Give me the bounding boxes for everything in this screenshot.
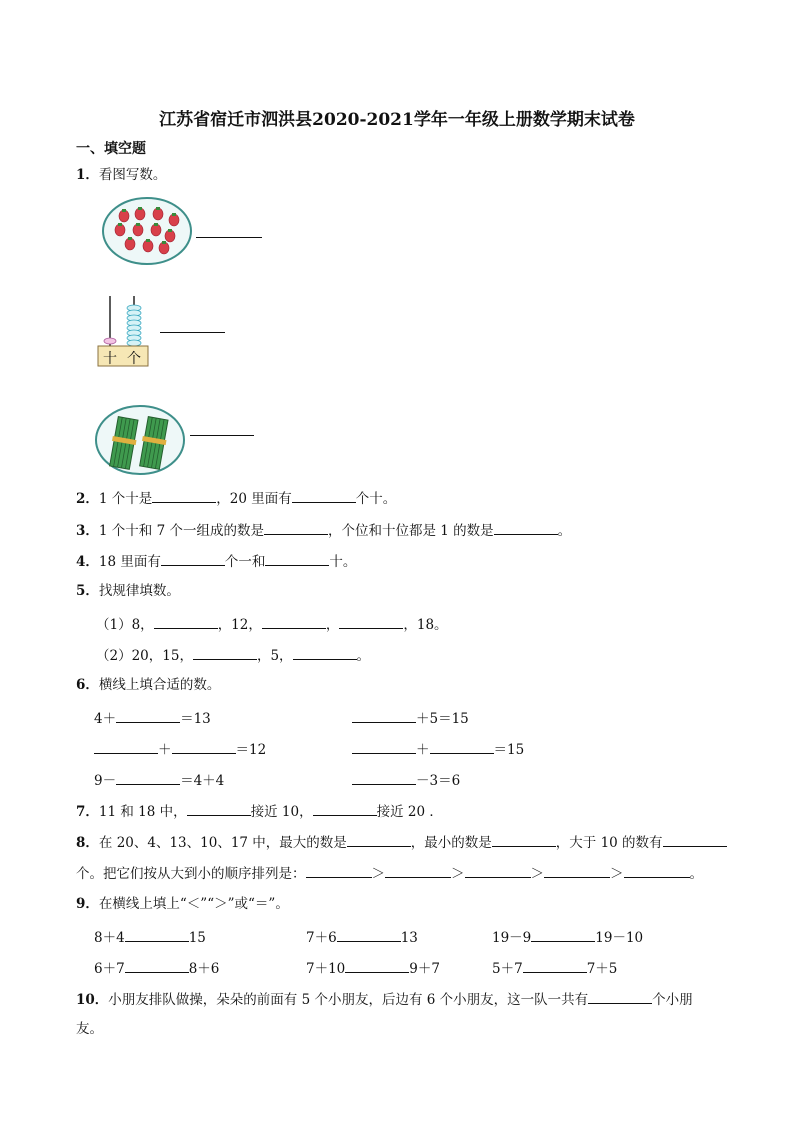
question-9 xyxy=(76,895,289,913)
expression: 8＋6 xyxy=(188,961,220,977)
answer-blank[interactable] xyxy=(352,708,416,723)
compare-item xyxy=(492,927,643,947)
answer-blank[interactable] xyxy=(663,832,727,847)
question-text: 看图写数。 xyxy=(98,167,167,183)
answer-blank[interactable] xyxy=(430,739,494,754)
equation-text: ＋ xyxy=(158,742,172,758)
expression: 7＋10 xyxy=(306,961,346,977)
question-number: 4． xyxy=(76,554,99,570)
question-text: 十。 xyxy=(329,554,357,570)
answer-blank[interactable] xyxy=(125,958,189,973)
question-number: 2． xyxy=(76,491,99,507)
question-text: ，大于 10 的数有 xyxy=(555,835,663,851)
expression: 9＋7 xyxy=(409,961,440,977)
expression: 15 xyxy=(188,930,206,946)
answer-blank[interactable] xyxy=(187,801,251,816)
question-text: ，12， xyxy=(217,617,262,633)
answer-blank[interactable] xyxy=(347,832,411,847)
expression: 6＋7 xyxy=(94,961,125,977)
question-number: 10． xyxy=(76,992,109,1008)
greater-than-sign: ＞ xyxy=(610,866,624,882)
expression: 19－10 xyxy=(595,930,644,946)
answer-blank[interactable] xyxy=(339,614,403,629)
question-text: 。 xyxy=(689,866,703,882)
question-10-line-2: 友。 xyxy=(76,1021,103,1037)
equation-text: ＋ xyxy=(416,742,430,758)
question-10 xyxy=(76,989,693,1009)
question-text: ，20 里面有 xyxy=(216,491,292,507)
question-number: 8． xyxy=(76,835,99,851)
question-text: 小朋友排队做操，朵朵的前面有 5 个小朋友，后边有 6 个小朋友，这一队一共有 xyxy=(108,992,589,1008)
question-4 xyxy=(76,551,356,571)
answer-blank[interactable] xyxy=(265,551,329,566)
answer-blank[interactable] xyxy=(337,927,401,942)
answer-blank[interactable] xyxy=(345,958,409,973)
answer-blank[interactable] xyxy=(306,863,372,878)
answer-blank[interactable] xyxy=(352,739,416,754)
question-6 xyxy=(76,676,220,694)
equation-text: －3＝6 xyxy=(416,773,461,789)
expression: 19－9 xyxy=(492,930,532,946)
page-title: 江苏省宿迁市泗洪县2020-2021学年一年级上册数学期末试卷 xyxy=(159,110,635,130)
answer-blank[interactable] xyxy=(172,739,236,754)
compare-item xyxy=(306,927,418,947)
question-text: ，个位和十位都是 1 的数是 xyxy=(327,523,494,539)
compare-item xyxy=(94,958,219,978)
answer-blank[interactable] xyxy=(588,989,652,1004)
compare-item xyxy=(306,958,440,978)
question-text: 个小朋 xyxy=(652,992,693,1008)
equation-row-2-right xyxy=(352,739,524,759)
answer-blank[interactable] xyxy=(293,645,357,660)
question-text: 找规律填数。 xyxy=(98,583,180,599)
question-text: 接近 20 ． xyxy=(376,804,443,820)
equation-row-1-left xyxy=(94,708,211,728)
answer-blank[interactable] xyxy=(190,423,254,436)
answer-blank[interactable] xyxy=(544,863,610,878)
equation-row-1-right xyxy=(352,708,469,728)
expression: 8＋4 xyxy=(94,930,125,946)
greater-than-sign: ＞ xyxy=(530,866,544,882)
answer-blank[interactable] xyxy=(154,614,218,629)
answer-blank[interactable] xyxy=(313,801,377,816)
greater-than-sign: ＞ xyxy=(371,866,385,882)
answer-blank[interactable] xyxy=(352,770,416,785)
question-text: （2）20，15， xyxy=(96,648,193,664)
abacus-ones-label: 个 xyxy=(127,351,141,367)
compare-item xyxy=(492,958,617,978)
answer-blank[interactable] xyxy=(152,488,216,503)
compare-item xyxy=(94,927,206,947)
question-text: 18 里面有 xyxy=(98,554,161,570)
answer-blank[interactable] xyxy=(264,520,328,535)
question-number: 3． xyxy=(76,523,99,539)
answer-blank[interactable] xyxy=(160,320,225,333)
question-text: 个一和 xyxy=(224,554,266,570)
expression: 7＋6 xyxy=(306,930,337,946)
stick-bundles-image xyxy=(94,404,186,476)
question-text: 个。把它们按从大到小的顺序排列是： xyxy=(76,866,306,882)
question-7 xyxy=(76,801,443,821)
question-number: 5． xyxy=(76,583,99,599)
answer-blank[interactable] xyxy=(292,488,356,503)
expression: 7＋5 xyxy=(586,961,618,977)
equation-text: ＝13 xyxy=(180,711,211,727)
question-text: 1 个十是 xyxy=(98,491,153,507)
strawberry-plate-image xyxy=(102,196,194,266)
answer-blank[interactable] xyxy=(196,225,262,238)
question-5-part-1 xyxy=(96,614,448,634)
question-text: 在 20、4、13、10、17 中，最大的数是 xyxy=(98,835,347,851)
equation-text: 9－ xyxy=(94,773,117,789)
answer-blank[interactable] xyxy=(94,739,158,754)
question-text: 个十。 xyxy=(355,491,397,507)
question-text: 。 xyxy=(557,523,572,539)
question-1 xyxy=(76,166,166,184)
question-number: 6． xyxy=(76,677,99,693)
equation-text: ＋5＝15 xyxy=(416,711,469,727)
equation-text: ＝4＋4 xyxy=(180,773,225,789)
answer-blank[interactable] xyxy=(624,863,690,878)
answer-blank[interactable] xyxy=(193,645,257,660)
answer-blank[interactable] xyxy=(494,520,558,535)
answer-blank[interactable] xyxy=(116,770,180,785)
greater-than-sign: ＞ xyxy=(451,866,465,882)
equation-text: 4＋ xyxy=(94,711,117,727)
question-8-line-2 xyxy=(76,863,703,883)
answer-blank[interactable] xyxy=(492,832,556,847)
question-5-part-2 xyxy=(96,645,370,665)
question-3 xyxy=(76,520,571,540)
question-number: 7． xyxy=(76,804,99,820)
question-text: ，最小的数是 xyxy=(410,835,492,851)
question-text: （1）8， xyxy=(96,617,154,633)
equation-row-3-left xyxy=(94,770,224,790)
equation-row-3-right xyxy=(352,770,460,790)
question-text: 横线上填合适的数。 xyxy=(98,677,221,693)
expression: 13 xyxy=(400,930,418,946)
question-number: 1． xyxy=(76,167,99,183)
question-text: 11 和 18 中， xyxy=(98,804,187,820)
expression: 5＋7 xyxy=(492,961,523,977)
section-heading: 一、填空题 xyxy=(76,141,146,157)
equation-text: ＝15 xyxy=(493,742,525,758)
question-text: 1 个十和 7 个一组成的数是 xyxy=(98,523,264,539)
question-text: ， xyxy=(325,617,340,633)
question-text: ，18。 xyxy=(403,617,448,633)
answer-blank[interactable] xyxy=(385,863,451,878)
answer-blank[interactable] xyxy=(465,863,531,878)
question-5 xyxy=(76,582,180,600)
answer-blank[interactable] xyxy=(531,927,595,942)
abacus-tens-label: 十 xyxy=(103,351,117,367)
question-text: 在横线上填上“＜”“＞”或“＝”。 xyxy=(98,896,289,912)
question-8 xyxy=(76,832,727,852)
equation-row-2-left xyxy=(94,739,266,759)
question-text: 接近 10， xyxy=(250,804,313,820)
equation-text: ＝12 xyxy=(235,742,267,758)
question-number: 9． xyxy=(76,896,99,912)
answer-blank[interactable] xyxy=(262,614,326,629)
question-text: 。 xyxy=(356,648,371,664)
answer-blank[interactable] xyxy=(523,958,587,973)
answer-blank[interactable] xyxy=(116,708,180,723)
answer-blank[interactable] xyxy=(161,551,225,566)
question-text: ，5， xyxy=(256,648,293,664)
question-2 xyxy=(76,488,396,508)
answer-blank[interactable] xyxy=(125,927,189,942)
